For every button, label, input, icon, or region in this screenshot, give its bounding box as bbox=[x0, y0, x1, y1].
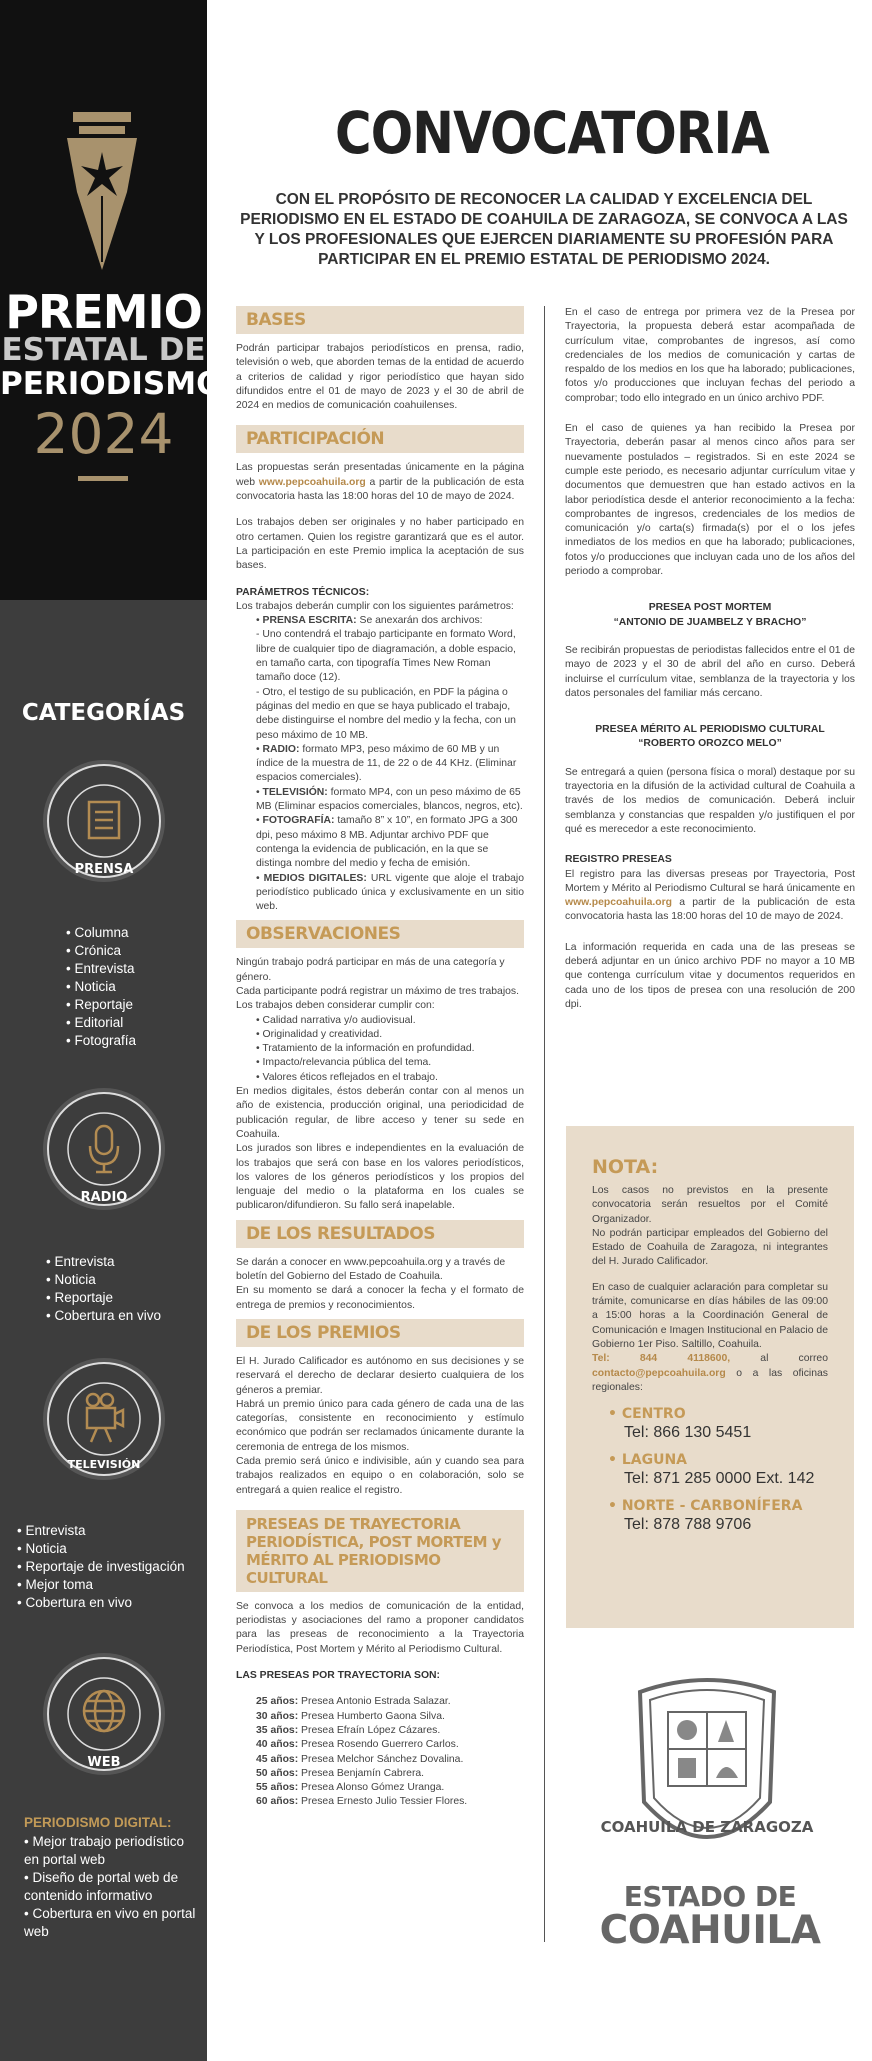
list-item: • Mejor trabajo periodístico en portal web bbox=[24, 1833, 200, 1869]
page-title: CONVOCATORIA bbox=[335, 99, 769, 167]
intro-text: CON EL PROPÓSITO DE RECONOCER LA CALIDAD Y EXCELENCIA DEL PERIODISMO EN EL ESTADO DE COAHUILA DE ZARAGOZA, SE CONVOCA A LAS Y LOS PROFESIONALES QUE EJERCEN DIARIAMENTE SU PROFESIÓN PARA PARTICIPAR EN EL PREMIO ESTATAL DE PERIODISMO 2024. bbox=[240, 191, 848, 268]
list-item: • Calidad narrativa y/o audiovisual. bbox=[256, 1014, 524, 1028]
obs-p3: Los trabajos deben considerar cumplir con: bbox=[236, 1000, 435, 1012]
param-radio: • RADIO: formato MP3, peso máximo de 60 MB y un índice de la muestra de 11, de 22 o de 44 KHz. (Eliminar espacios comerciales). bbox=[256, 743, 517, 784]
sidebar-header bbox=[0, 0, 223, 600]
list-item: • Cobertura en vivo bbox=[46, 1307, 161, 1325]
office-phone[interactable]: Tel: 866 130 5451 bbox=[624, 1424, 752, 1442]
list-item: 35 años: Presea Efraín López Cázares. bbox=[256, 1724, 441, 1736]
trayectoria-first-time-text: En el caso de entrega por primera vez de la Presea por Trayectoria, la propuesta deberá estar acompañada de currículum vitae, comprobantes de ingresos, así como credenciales de los medios de comunicación y cartas de respaldo de los medios en los que ha laborado; publicaciones, fotos y/o producciones que incluyan fechas del periodo a comprobar; todo ello integrado en un único archivo PDF. bbox=[565, 307, 855, 404]
award-title-line2: ESTATAL DE bbox=[1, 332, 206, 368]
param-tv: • TELEVISIÓN: formato MP4, con un peso máximo de 65 MB (Eliminar espacios comerciales, blancos, negros, etc). bbox=[256, 786, 523, 813]
registro-requirements-text: La información requerida en cada una de las preseas se deberá adjuntar en un único archivo PDF no mayor a 10 MB que contenga currículum vitae y documentos requeridos en cada uno de los tipos de presea con una resolución de 200 dpi. bbox=[565, 941, 855, 1010]
coat-of-arms-logo bbox=[600, 1672, 814, 1872]
post-mortem-text: Se recibirán propuestas de periodistas fallecidos entre el 01 de mayo de 2023 y el 30 de abril del año en curso. Deberá incluirse el currículum vitae, semblanza de la trayectoria y los datos personales del familiar más cercano. bbox=[565, 644, 855, 699]
bases-text: Podrán participar trabajos periodísticos en prensa, radio, televisión o web, que aborden temas de la entidad de acuerdo a criterios de calidad y rigor periodístico que hayan sido difundidos entre el 01 de mayo de 2023 y el 30 de abril de 2024 en medios de comunicación coahuilenses. bbox=[236, 343, 524, 412]
list-item: 55 años: Presea Alonso Gómez Uranga. bbox=[256, 1782, 445, 1794]
radio-category-list bbox=[46, 1253, 161, 1325]
office-norte bbox=[592, 1498, 828, 1534]
logo-estado-de: ESTADO DE bbox=[623, 1880, 797, 1913]
obs-p4: En medios digitales, éstos deberán contar con al menos un año de existencia, producción original, una periodicidad de publicación regular, de libre acceso y tener su sede en Coahuila. bbox=[236, 1086, 524, 1140]
prensa-badge bbox=[41, 758, 167, 884]
office-name: • CENTRO bbox=[608, 1406, 828, 1422]
param-prensa-sub1: - Uno contendrá el trabajo participante en formato Word, libre de cualquier tipo de diagramación, a doble espacio, en tamaño carta, con tipografía Times New Roman tamaño doce (12). bbox=[256, 629, 516, 684]
list-item: • Crónica bbox=[66, 942, 136, 960]
list-item: • Reportaje de investigación bbox=[17, 1558, 185, 1576]
list-item: 25 años: Presea Antonio Estrada Salazar. bbox=[256, 1696, 451, 1708]
obs-p2: Cada participante podrá registrar un máximo de tres trabajos. bbox=[236, 985, 519, 997]
list-item: • Mejor toma bbox=[17, 1576, 185, 1594]
list-item: • Originalidad y creatividad. bbox=[256, 1028, 524, 1042]
office-centro bbox=[592, 1406, 828, 1442]
badge-label: PRENSA bbox=[74, 862, 134, 877]
resultados-p2: En su momento se dará a conocer la fecha y el formato de entrega de premios y reconocimientos. bbox=[236, 1285, 524, 1311]
badge-label: TELEVISIÓN bbox=[67, 1458, 141, 1471]
criteria-list bbox=[236, 1014, 524, 1085]
note-p2: No podrán participar empleados del Gobierno del Estado de Coahuila de Zaragoza, ni integrantes del H. Jurado Calificador. bbox=[592, 1227, 828, 1268]
list-item: • Valores éticos reflejados en el trabajo. bbox=[256, 1071, 524, 1085]
television-badge bbox=[41, 1356, 167, 1482]
premios-p1: El H. Jurado Calificador es autónomo en sus decisiones y se reservará el derecho de declarar desierto cualquiera de los géneros a premiar. bbox=[236, 1355, 524, 1396]
list-item: 40 años: Presea Rosendo Guerrero Carlos. bbox=[256, 1739, 459, 1751]
note-p1: Los casos no previstos en la presente convocatoria serán resueltos por el Comité Organizador. bbox=[592, 1185, 828, 1225]
list-item: • Reportaje bbox=[46, 1289, 161, 1307]
website-link[interactable]: www.pepcoahuila.org bbox=[258, 476, 366, 488]
list-item: • Tratamiento de la información en profundidad. bbox=[256, 1042, 524, 1056]
premios-p3: Cada premio será único e indivisible, aún y cuando sea para trabajos realizados en equipo o en colaboración, solo se entregará a quien realice el registro. bbox=[236, 1456, 524, 1496]
registro-title: REGISTRO PRESEAS bbox=[565, 854, 672, 866]
section-title-resultados: DE LOS RESULTADOS bbox=[236, 1220, 524, 1248]
office-name: • LAGUNA bbox=[608, 1452, 828, 1468]
decorative-bar bbox=[78, 476, 128, 481]
tech-params-title: PARÁMETROS TÉCNICOS: bbox=[236, 586, 370, 598]
list-item: • Cobertura en vivo en portal web bbox=[24, 1905, 200, 1941]
phone-link[interactable]: 844 4118600, bbox=[609, 1353, 731, 1365]
award-title-line3: PERIODISMO bbox=[0, 366, 223, 402]
list-item: 60 años: Presea Ernesto Julio Tessier Flores. bbox=[256, 1796, 468, 1808]
tech-params-intro: Los trabajos deberán cumplir con los siguientes parámetros: bbox=[236, 600, 514, 612]
office-phone[interactable]: Tel: 871 285 0000 Ext. 142 bbox=[624, 1470, 815, 1488]
list-item: • Noticia bbox=[66, 978, 136, 996]
list-item: • Entrevista bbox=[66, 960, 136, 978]
list-item: • Entrevista bbox=[17, 1522, 185, 1540]
note-title: NOTA: bbox=[592, 1156, 659, 1178]
list-item: • Reportaje bbox=[66, 996, 136, 1014]
preseas-p1: Se convoca a los medios de comunicación de la entidad, periodistas y asociaciones del ramo a proponer candidatos para las preseas de reconocimiento a la Trayectoria Periodística, Post Mortem y Mérito al Periodismo Cultural. bbox=[236, 1600, 524, 1655]
list-item: 30 años: Presea Humberto Gaona Silva. bbox=[256, 1710, 445, 1722]
logo-text: COAHUILA DE ZARAGOZA bbox=[600, 1818, 814, 1836]
list-item: • Cobertura en vivo bbox=[17, 1594, 185, 1612]
obs-p1: Ningún trabajo podrá participar en más de una categoría y género. bbox=[236, 957, 505, 983]
list-item: • Fotografía bbox=[66, 1032, 136, 1050]
website-link[interactable]: www.pepcoahuila.org bbox=[565, 897, 672, 909]
web-badge bbox=[41, 1651, 167, 1777]
list-item: • Columna bbox=[66, 924, 136, 942]
registro-text: El registro para las diversas preseas por Trayectoria, Post Mortem y Mérito al Periodismo Cultural se hará únicamente en www.pepcoahuila.org a partir de la publicación de esta convocatoria hasta las 18:00 horas del 10 de mayo de 2024. bbox=[565, 868, 855, 923]
note-p3: En caso de cualquier aclaración para completar su trámite, comunicarse en días hábiles de las 09:00 a 15:00 horas a la Coordinación General de Comunicación e Imagen Institucional en Palacio de Gobierno 1er Piso. Saltillo, Coahuila. bbox=[592, 1281, 828, 1350]
note-contact: Tel: 844 4118600, al correo contacto@pepcoahuila.org o a las oficinas regionales: bbox=[592, 1353, 828, 1393]
sidebar bbox=[0, 0, 223, 2061]
section-title-preseas: PRESEAS DE TRAYECTORIA PERIODÍSTICA, POST MORTEM y MÉRITO AL PERIODISMO CULTURAL bbox=[236, 1510, 524, 1592]
param-prensa-sub2: - Otro, el testigo de su publicación, en PDF la página o páginas del medio en que se haya publicado el trabajo, debe distinguirse el nombre del medio y la fecha, con un peso máximo de 10 MB. bbox=[256, 686, 516, 741]
right-column bbox=[565, 306, 855, 1024]
categories-title: CATEGORÍAS bbox=[21, 700, 186, 726]
list-item: 45 años: Presea Melchor Sánchez Dovalina. bbox=[256, 1753, 464, 1765]
email-link[interactable]: contacto@pepcoahuila.org bbox=[592, 1367, 726, 1379]
list-item: • Editorial bbox=[66, 1014, 136, 1032]
post-mortem-name: “ANTONIO DE JUAMBELZ Y BRACHO” bbox=[613, 616, 807, 628]
logo-coahuila: COAHUILA bbox=[599, 1908, 821, 1953]
merito-cultural-name: “ROBERTO OROZCO MELO” bbox=[638, 738, 782, 750]
param-foto: • FOTOGRAFÍA: tamaño 8” x 10”, en formato JPG a 300 dpi, peso máximo 8 MB. Adjuntar archivo PDF que contenga la evidencia de publicación, en la que se distinga nombre del medio y fecha de emisión. bbox=[256, 815, 518, 870]
obs-p5: Los jurados son libres e independientes en la evaluación de los trabajos que será con base en los valores periodísticos, los valores de los géneros periodísticos y los propios del lenguaje del medio o la plataforma en los cuales se publicaron/difundieron. Su fallo será inapelable. bbox=[236, 1143, 524, 1212]
resultados-p1: Se darán a conocer en www.pepcoahuila.org y a través de boletín del Gobierno del Estado de Coahuila. bbox=[236, 1256, 506, 1283]
preseas-list bbox=[236, 1695, 524, 1809]
trayectoria-renewal-text: En el caso de quienes ya han recibido la Presea por Trayectoria, deberán pasar al menos cinco años para ser nuevamente postulados – registrados. Si en este 2024 se cumple este periodo, es necesario adjuntar currículum vitae y documentos que demuestren que han estado activos en la labor periodística desde el anterior reconocimiento a la fecha: comprobantes de ingresos, credenciales de los medios de comunicación y/o carta(s) firmada(s) por el o los jefes inmediatos de los medios en que ha laborado; publicaciones, fotos y/o producciones que incluyan cada uno de los años del periodo a comprobar. bbox=[565, 423, 855, 578]
list-item: • Impacto/relevancia pública del tema. bbox=[256, 1056, 524, 1070]
column-divider bbox=[544, 306, 545, 1942]
radio-badge bbox=[41, 1086, 167, 1212]
note-box bbox=[566, 1126, 854, 1628]
section-title-bases: BASES bbox=[236, 306, 524, 334]
left-column bbox=[236, 306, 524, 1810]
office-laguna bbox=[592, 1452, 828, 1488]
section-title-observaciones: OBSERVACIONES bbox=[236, 920, 524, 948]
participacion-paragraph: Las propuestas serán presentadas únicamente en la página web www.pepcoahuila.org a partir de la publicación de esta convocatoria hasta las 18:00 horas del 10 de mayo de 2024. bbox=[236, 462, 525, 503]
television-category-list bbox=[17, 1522, 185, 1612]
premios-p2: Habrá un premio único para cada género de cada una de las categorías, consistente en reconocimiento y estímulo económico que podrán ser reclamados únicamente durante la ceremonia de entrega de los mismos. bbox=[236, 1398, 524, 1453]
list-item: 50 años: Presea Benjamín Cabrera. bbox=[256, 1767, 425, 1779]
section-title-participacion: PARTICIPACIÓN bbox=[236, 425, 524, 453]
section-title-premios: DE LOS PREMIOS bbox=[236, 1319, 524, 1347]
param-digital: • MEDIOS DIGITALES: URL vigente que aloje el trabajo periodístico publicado única y exclusivamente en un sitio web. bbox=[256, 872, 525, 913]
award-year: 2024 bbox=[33, 402, 174, 466]
badge-label: WEB bbox=[87, 1755, 121, 1770]
list-item: • Noticia bbox=[17, 1540, 185, 1558]
merito-cultural-text: Se entregará a quien (persona física o moral) destaque por su trayectoria en la difusión de la actividad cultural de Coahuila a través de los medios de comunicación. Deberá incluir semblanza y constancias que respalden y/o justifiquen el por qué es merecedor a este reconocimiento. bbox=[565, 766, 855, 835]
digital-category-title: PERIODISMO DIGITAL: bbox=[24, 1815, 172, 1830]
list-item: • Diseño de portal web de contenido informativo bbox=[24, 1869, 200, 1905]
award-title-line1: PREMIO bbox=[5, 285, 202, 339]
merito-cultural-title: PRESEA MÉRITO AL PERIODISMO CULTURAL bbox=[595, 724, 825, 736]
office-phone[interactable]: Tel: 878 788 9706 bbox=[624, 1516, 752, 1534]
office-name: • NORTE - CARBONÍFERA bbox=[608, 1498, 828, 1514]
list-item: • Noticia bbox=[46, 1271, 161, 1289]
preseas-list-title: LAS PRESEAS POR TRAYECTORIA SON: bbox=[236, 1670, 440, 1682]
post-mortem-title: PRESEA POST MORTEM bbox=[648, 602, 772, 614]
badge-label: RADIO bbox=[80, 1190, 128, 1205]
originality-paragraph: Los trabajos deben ser originales y no haber participado en otro certamen. Quien los registre garantizará que es el autor. La participación en este Premio implica la aceptación de sus bases. bbox=[236, 517, 524, 572]
fountain-pen-icon bbox=[55, 112, 149, 272]
list-item: • Entrevista bbox=[46, 1253, 161, 1271]
prensa-category-list bbox=[66, 924, 136, 1050]
web-category-list bbox=[24, 1833, 200, 1941]
param-prensa: • PRENSA ESCRITA: Se anexarán dos archivos: bbox=[256, 615, 483, 627]
